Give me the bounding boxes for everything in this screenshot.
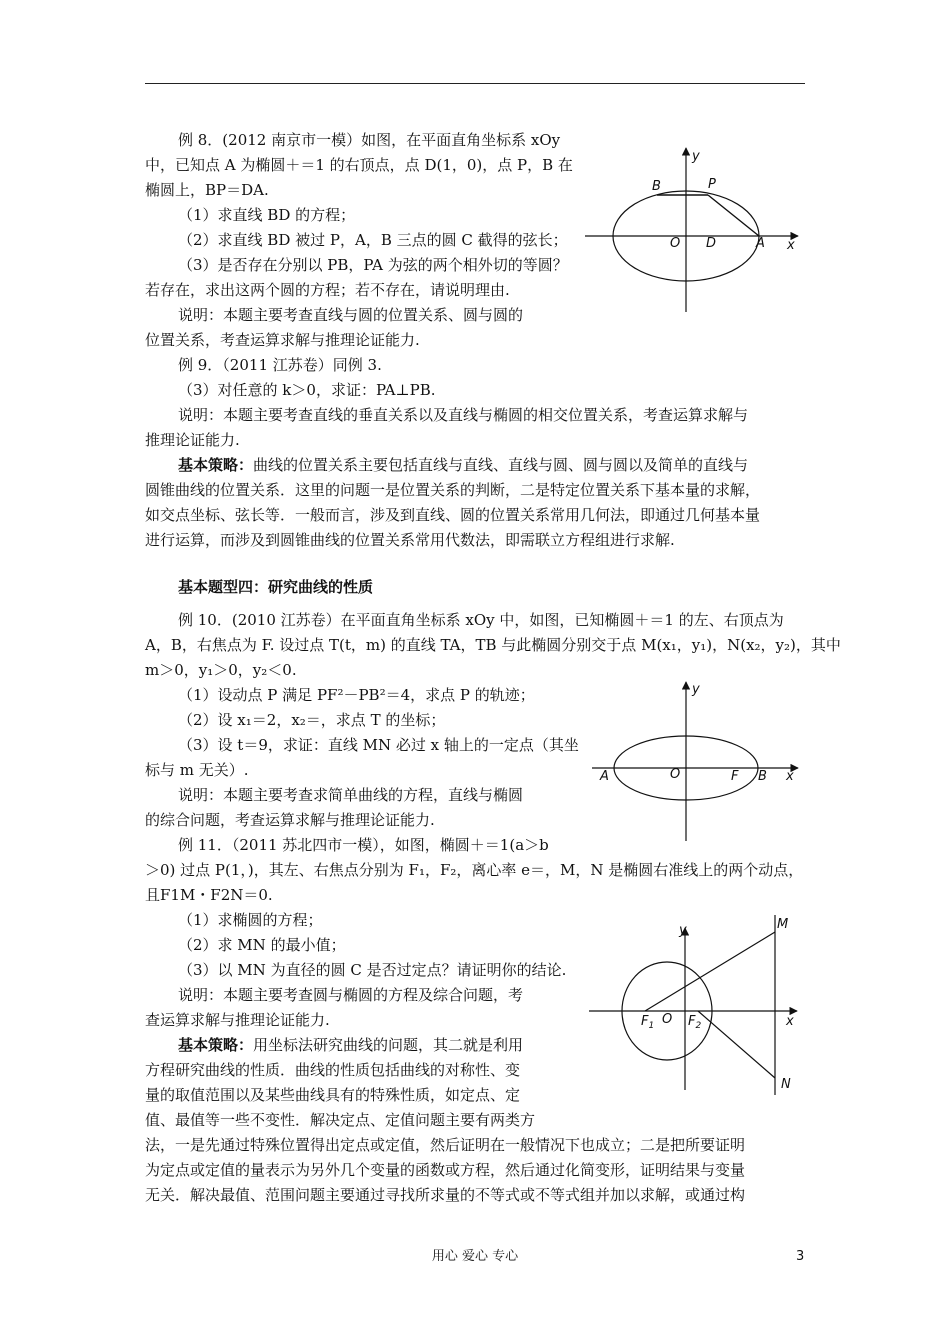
- text-line: m＞0，y₁＞0，y₂＜0.: [145, 661, 297, 679]
- ellipse-figure-1: [580, 140, 810, 315]
- ellipse-figure-2: [590, 676, 810, 846]
- label-y: y: [692, 149, 700, 164]
- ellipse-figure-3: [585, 910, 810, 1100]
- text-line: 例 9．（2011 江苏卷）同例 3.: [178, 356, 382, 374]
- strategy-text: 曲线的位置关系主要包括直线与直线、直线与圆、圆与圆以及简单的直线与: [253, 456, 749, 474]
- text-line: （2）设 x₁＝2，x₂＝，求点 T 的坐标；: [178, 711, 446, 729]
- text-line: （2）求 MN 的最小值；: [178, 936, 346, 954]
- text-line: 法，一是先通过特殊位置得出定点或定值，然后证明在一般情况下也成立；二是把所要证明: [145, 1136, 746, 1154]
- text-line: （3）以 MN 为直径的圆 C 是否过定点？请证明你的结论.: [178, 961, 567, 979]
- text-line: 标与 m 无关）.: [145, 761, 249, 779]
- text-line: 说明：本题主要考查求简单曲线的方程，直线与椭圆: [178, 786, 524, 804]
- strategy-text: 用坐标法研究曲线的问题，其二就是利用: [253, 1036, 524, 1054]
- strategy-line: [178, 455, 748, 475]
- text-line: （3）对任意的 k＞0，求证：PA⊥PB.: [178, 381, 436, 399]
- text-line: （1）求直线 BD 的方程；: [178, 206, 356, 224]
- text-line: 说明：本题主要考查圆与椭圆的方程及综合问题，考: [178, 986, 524, 1004]
- label-O: O: [662, 1012, 673, 1027]
- strategy-label: 基本策略：: [178, 1036, 254, 1054]
- line-F1M: [645, 932, 775, 1011]
- text-line: （3）是否存在分别以 PB，PA 为弦的两个相外切的等圆？: [178, 256, 568, 274]
- page-number: 3: [796, 1249, 805, 1264]
- label-B: B: [652, 179, 661, 194]
- text-line: 说明：本题主要考查直线与圆的位置关系、圆与圆的: [178, 306, 524, 324]
- text-line: 例 8．(2012 南京市一模）如图，在平面直角坐标系 xOy: [178, 131, 561, 149]
- strategy-line: [178, 1035, 523, 1055]
- line-F2N: [698, 1011, 775, 1078]
- text-line: ＞0) 过点 P(1，)，其左、右焦点分别为 F₁，F₂，离心率 e＝，M，N 是椭圆右准线上的两个动点，: [145, 861, 804, 879]
- text-line: 进行运算，而涉及到圆锥曲线的位置关系常用代数法，即需联立方程组进行求解.: [145, 531, 675, 549]
- label-O: O: [670, 236, 681, 251]
- label-M: M: [777, 917, 789, 932]
- text-line: 说明：本题主要考查直线的垂直关系以及直线与椭圆的相交位置关系，考查运算求解与: [178, 406, 749, 424]
- section-heading: 基本题型四：研究曲线的性质: [178, 578, 374, 596]
- text-line: A，B，右焦点为 F. 设过点 T(t，m) 的直线 TA，TB 与此椭圆分别交于点 M(x₁，y₁)，N(x₂，y₂)，其中: [145, 636, 841, 654]
- header-rule: [145, 83, 805, 84]
- label-y: y: [692, 682, 700, 697]
- label-x: x: [786, 769, 794, 784]
- label-A: A: [600, 769, 609, 784]
- label-F2: $F_2$: [688, 1014, 702, 1031]
- strategy-label: 基本策略：: [178, 456, 254, 474]
- text-line: 例 10．(2010 江苏卷）在平面直角坐标系 xOy 中，如图，已知椭圆＋＝1 的左、右顶点为: [178, 611, 784, 629]
- label-F: F: [731, 769, 739, 784]
- text-line: 查运算求解与推理论证能力.: [145, 1011, 330, 1029]
- text-line: 若存在，求出这两个圆的方程；若不存在，请说明理由.: [145, 281, 510, 299]
- text-line: 方程研究曲线的性质．曲线的性质包括曲线的对称性、变: [145, 1061, 521, 1079]
- label-A: A: [756, 236, 765, 251]
- text-line: 推理论证能力.: [145, 431, 240, 449]
- text-line: 且F1M・F2N＝0.: [145, 886, 273, 904]
- page-footer: 用心 爱心 专心: [431, 1249, 519, 1264]
- text-line: （2）求直线 BD 被过 P，A，B 三点的圆 C 截得的弦长；: [178, 231, 568, 249]
- label-y: y: [679, 923, 687, 938]
- text-line: 椭圆上，BP＝DA.: [145, 181, 269, 199]
- text-line: （3）设 t＝9，求证：直线 MN 必过 x 轴上的一定点（其坐: [178, 736, 579, 754]
- label-O: O: [670, 767, 681, 782]
- label-N: N: [781, 1077, 791, 1092]
- label-x: x: [787, 238, 795, 253]
- text-line: 中，已知点 A 为椭圆＋＝1 的右顶点，点 D(1，0)，点 P，B 在: [145, 156, 573, 174]
- label-D: D: [706, 236, 717, 251]
- text-line: 位置关系，考查运算求解与推理论证能力.: [145, 331, 420, 349]
- text-line: 例 11．（2011 苏北四市一模），如图，椭圆＋＝1(a＞b: [178, 836, 549, 854]
- label-P: P: [708, 177, 716, 192]
- text-line: 值、最值等一些不变性．解决定点、定值问题主要有两类方: [145, 1111, 536, 1129]
- label-x: x: [786, 1014, 794, 1029]
- text-line: （1）设动点 P 满足 PF²－PB²＝4，求点 P 的轨迹；: [178, 686, 535, 704]
- text-line: （1）求椭圆的方程；: [178, 911, 323, 929]
- label-F1: $F_1$: [641, 1014, 655, 1031]
- label-B: B: [758, 769, 767, 784]
- text-line: 如交点坐标、弦长等．一般而言，涉及到直线、圆的位置关系常用几何法，即通过几何基本量: [145, 506, 761, 524]
- text-line: 的综合问题，考查运算求解与推理论证能力.: [145, 811, 435, 829]
- text-line: 无关．解决最值、范围问题主要通过寻找所求量的不等式或不等式组并加以求解，或通过构: [145, 1186, 746, 1204]
- text-line: 为定点或定值的量表示为另外几个变量的函数或方程，然后通过化简变形，证明结果与变量: [145, 1161, 746, 1179]
- text-line: 圆锥曲线的位置关系．这里的问题一是位置关系的判断，二是特定位置关系下基本量的求解，: [145, 481, 761, 499]
- text-line: 量的取值范围以及某些曲线具有的特殊性质，如定点、定: [145, 1086, 521, 1104]
